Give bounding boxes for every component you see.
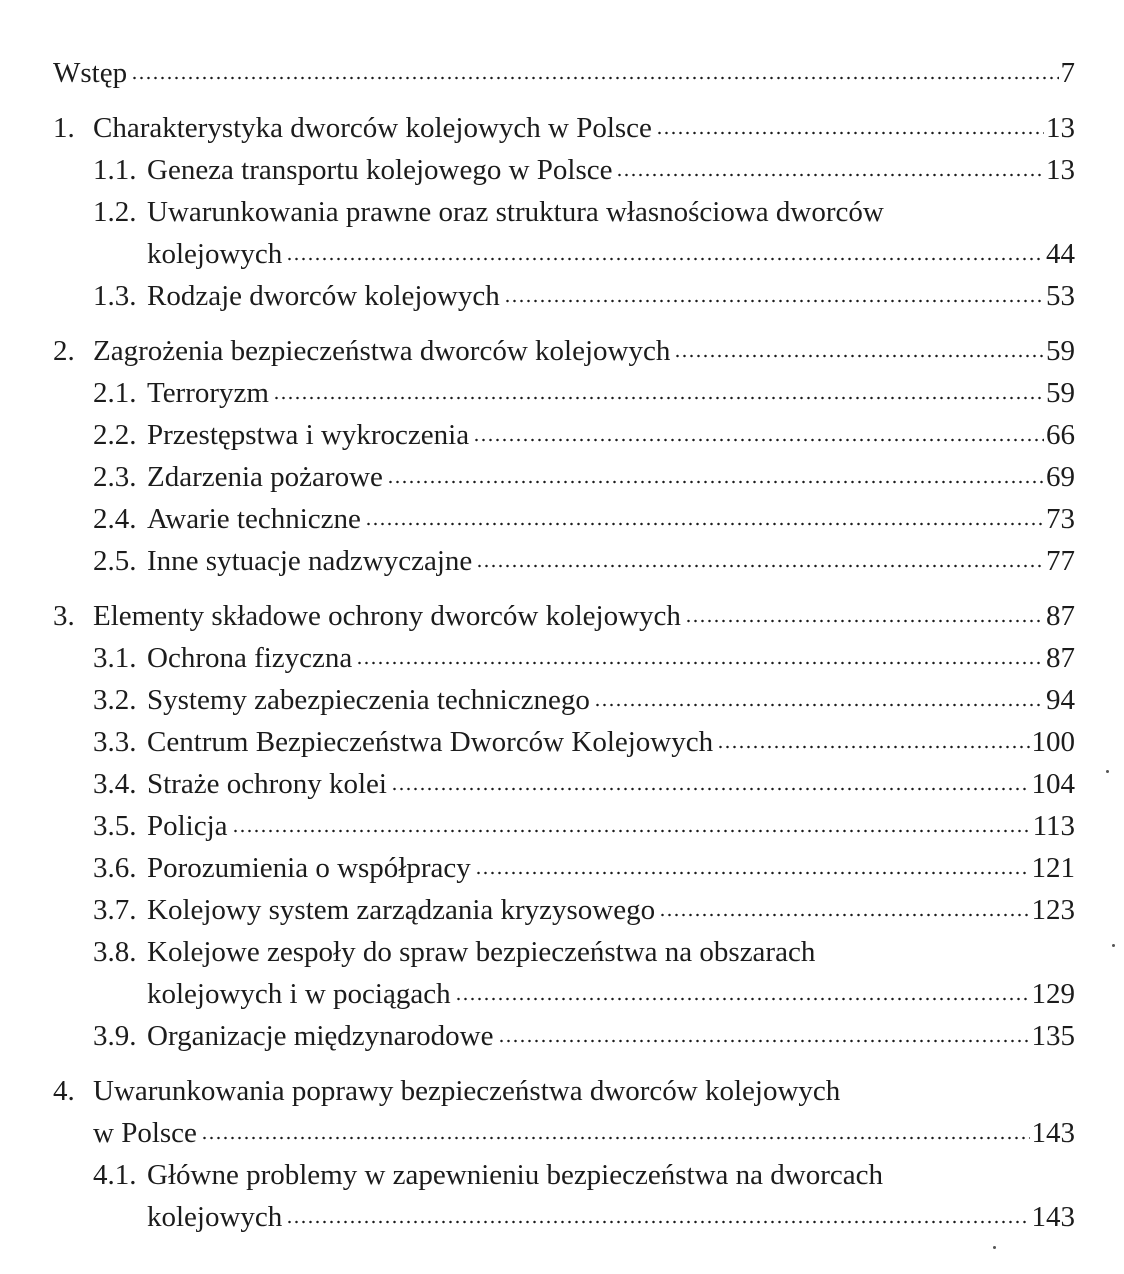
toc-section-3-3 — [53, 721, 1075, 763]
toc-section-title: Rodzaje dworców kolejowych — [147, 280, 500, 312]
toc-section-title: Zdarzenia pożarowe — [147, 461, 383, 493]
dot-leader — [356, 661, 1044, 665]
toc-chapter-4-cont — [53, 1112, 1075, 1154]
dot-leader — [286, 1220, 1029, 1224]
table-of-contents — [53, 52, 1075, 1238]
toc-entry-page: 77 — [1046, 545, 1075, 577]
toc-section-title: Systemy zabezpieczenia technicznego — [147, 684, 590, 716]
toc-section-title: Terroryzm — [147, 377, 269, 409]
toc-entry-page: 113 — [1032, 810, 1075, 842]
dot-leader — [232, 829, 1031, 833]
toc-chapter-number: 2. — [53, 335, 75, 367]
toc-entry-page: 7 — [1060, 57, 1075, 89]
toc-entry-page: 121 — [1031, 852, 1075, 884]
toc-section-title: Porozumienia o współpracy — [147, 852, 471, 884]
toc-section-title-cont: kolejowych i w pociągach — [147, 978, 451, 1010]
toc-section-3-2 — [53, 679, 1075, 721]
toc-entry-page: 129 — [1031, 978, 1075, 1010]
toc-chapter-number: 1. — [53, 112, 75, 144]
dot-leader — [365, 522, 1044, 526]
toc-section-title-cont: kolejowych — [147, 1201, 283, 1233]
toc-section-3-6 — [53, 847, 1075, 889]
dot-leader — [594, 703, 1044, 707]
toc-entry-title: Wstęp — [53, 57, 128, 89]
toc-section-title: Kolejowy system zarządzania kryzysowego — [147, 894, 656, 926]
toc-section-number: 3.7. — [93, 894, 137, 926]
toc-section-number: 2.4. — [93, 503, 137, 535]
dot-leader — [498, 1039, 1030, 1043]
toc-section-2-4 — [53, 498, 1075, 540]
toc-chapter-1 — [53, 107, 1075, 149]
dot-leader — [685, 619, 1044, 623]
dot-leader — [659, 913, 1029, 917]
toc-section-1-1 — [53, 149, 1075, 191]
dot-leader — [616, 173, 1044, 177]
toc-section-title: Geneza transportu kolejowego w Polsce — [147, 154, 613, 186]
toc-entry-page: 69 — [1046, 461, 1075, 493]
toc-entry-page: 94 — [1046, 684, 1075, 716]
toc-section-number: 2.2. — [93, 419, 137, 451]
toc-section-number: 3.4. — [93, 768, 137, 800]
toc-section-title: Awarie techniczne — [147, 503, 361, 535]
dot-leader — [475, 871, 1030, 875]
toc-section-3-7 — [53, 889, 1075, 931]
toc-section-title-cont: kolejowych — [147, 238, 283, 270]
dot-leader — [131, 76, 1058, 80]
dot-leader — [674, 354, 1044, 358]
toc-section-4-1 — [53, 1154, 1075, 1196]
dot-leader — [504, 299, 1044, 303]
toc-entry-page: 87 — [1046, 600, 1075, 632]
toc-section-number: 3.5. — [93, 810, 137, 842]
toc-section-number: 2.5. — [93, 545, 137, 577]
dot-leader — [473, 438, 1044, 442]
toc-section-3-8-cont — [53, 973, 1075, 1015]
toc-section-title: Kolejowe zespoły do spraw bezpieczeństwa na obszarach — [147, 936, 816, 968]
toc-chapter-2 — [53, 330, 1075, 372]
toc-section-number: 3.9. — [93, 1020, 137, 1052]
toc-section-1-2 — [53, 191, 1075, 233]
toc-section-3-5 — [53, 805, 1075, 847]
toc-section-title: Inne sytuacje nadzwyczajne — [147, 545, 473, 577]
toc-entry-page: 13 — [1046, 154, 1075, 186]
toc-section-title: Policja — [147, 810, 228, 842]
dot-leader — [656, 131, 1044, 135]
toc-entry-page: 123 — [1031, 894, 1075, 926]
dot-leader — [717, 745, 1029, 749]
toc-section-4-1-cont — [53, 1196, 1075, 1238]
toc-section-title: Przestępstwa i wykroczenia — [147, 419, 470, 451]
toc-section-number: 3.6. — [93, 852, 137, 884]
dot-leader — [201, 1136, 1030, 1140]
toc-section-number: 3.3. — [93, 726, 137, 758]
dot-leader — [476, 564, 1044, 568]
toc-entry-page: 143 — [1031, 1117, 1075, 1149]
toc-chapter-title: Elementy składowe ochrony dworców kolejowych — [93, 600, 681, 632]
toc-entry-page: 13 — [1046, 112, 1075, 144]
toc-entry-page: 87 — [1046, 642, 1075, 674]
toc-section-2-5 — [53, 540, 1075, 582]
toc-section-title: Ochrona fizyczna — [147, 642, 353, 674]
toc-chapter-title: Zagrożenia bezpieczeństwa dworców kolejowych — [93, 335, 671, 367]
toc-entry-page: 59 — [1046, 335, 1075, 367]
toc-section-title: Straże ochrony kolei — [147, 768, 387, 800]
toc-section-1-2-cont — [53, 233, 1075, 275]
toc-section-number: 3.2. — [93, 684, 137, 716]
toc-chapter-title: Charakterystyka dworców kolejowych w Polsce — [93, 112, 652, 144]
scan-speck — [1112, 944, 1115, 947]
toc-chapter-title: Uwarunkowania poprawy bezpieczeństwa dworców kolejowych — [93, 1075, 841, 1107]
toc-chapter-title-cont: w Polsce — [93, 1117, 197, 1149]
toc-section-3-9 — [53, 1015, 1075, 1057]
toc-chapter-3 — [53, 595, 1075, 637]
toc-section-number: 1.2. — [93, 196, 137, 228]
toc-section-title: Centrum Bezpieczeństwa Dworców Kolejowych — [147, 726, 714, 758]
toc-entry-intro — [53, 52, 1075, 94]
toc-entry-page: 53 — [1046, 280, 1075, 312]
toc-section-title: Główne problemy w zapewnieniu bezpieczeństwa na dworcach — [147, 1159, 883, 1191]
scan-speck — [1106, 770, 1109, 773]
toc-section-2-3 — [53, 456, 1075, 498]
dot-leader — [455, 997, 1030, 1001]
toc-entry-page: 59 — [1046, 377, 1075, 409]
toc-section-title: Uwarunkowania prawne oraz struktura własnościowa dworców — [147, 196, 884, 228]
toc-section-number: 1.1. — [93, 154, 137, 186]
toc-section-number: 3.1. — [93, 642, 137, 674]
toc-entry-page: 73 — [1046, 503, 1075, 535]
toc-entry-page: 143 — [1031, 1201, 1075, 1233]
toc-section-2-1 — [53, 372, 1075, 414]
dot-leader — [387, 480, 1044, 484]
toc-section-title: Organizacje międzynarodowe — [147, 1020, 494, 1052]
toc-entry-page: 100 — [1031, 726, 1075, 758]
toc-section-2-2 — [53, 414, 1075, 456]
toc-section-number: 2.3. — [93, 461, 137, 493]
toc-section-number: 1.3. — [93, 280, 137, 312]
toc-section-3-8 — [53, 931, 1075, 973]
toc-section-3-1 — [53, 637, 1075, 679]
toc-chapter-number: 4. — [53, 1075, 75, 1107]
toc-section-number: 2.1. — [93, 377, 137, 409]
dot-leader — [391, 787, 1030, 791]
toc-section-3-4 — [53, 763, 1075, 805]
toc-entry-page: 66 — [1046, 419, 1075, 451]
toc-entry-page: 44 — [1046, 238, 1075, 270]
dot-leader — [273, 396, 1044, 400]
scan-speck — [993, 1246, 996, 1249]
toc-entry-page: 135 — [1031, 1020, 1075, 1052]
toc-section-number: 3.8. — [93, 936, 137, 968]
toc-entry-page: 104 — [1031, 768, 1075, 800]
toc-chapter-4 — [53, 1070, 1075, 1112]
toc-section-1-3 — [53, 275, 1075, 317]
dot-leader — [286, 257, 1044, 261]
toc-chapter-number: 3. — [53, 600, 75, 632]
toc-section-number: 4.1. — [93, 1159, 137, 1191]
